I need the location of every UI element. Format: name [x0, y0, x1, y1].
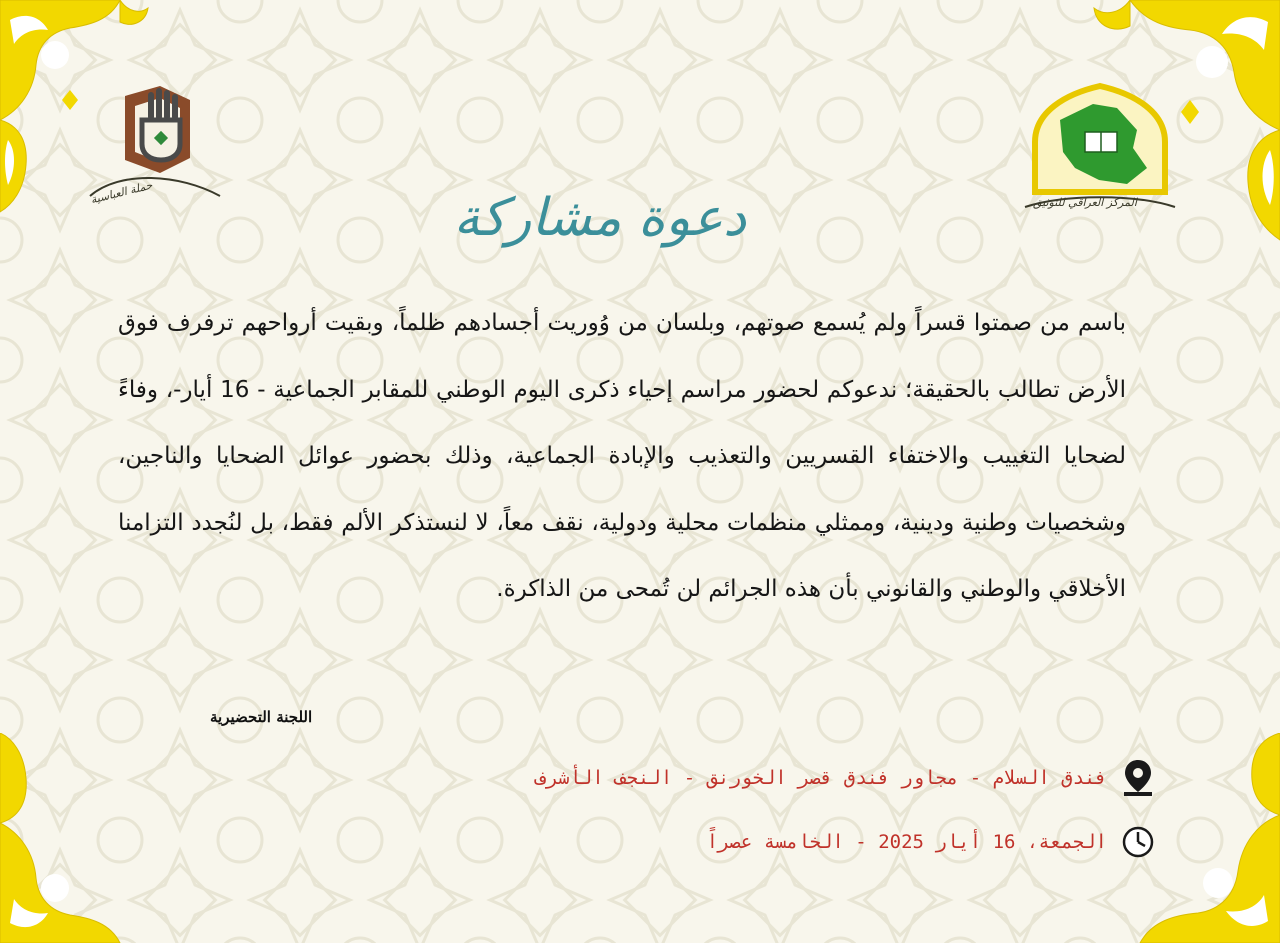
signature: اللجنة التحضيرية — [210, 708, 313, 726]
datetime-text: الجمعة، 16 أيار 2025 - الخامسة عصراً — [706, 831, 1107, 853]
left-logo — [80, 78, 230, 218]
location-pin-icon — [1121, 758, 1155, 798]
clock-icon — [1121, 822, 1155, 862]
invitation-title: دعوة مشاركة — [453, 188, 747, 248]
datetime-row — [707, 822, 1155, 862]
location-row — [535, 758, 1155, 798]
left-logo-caption: حملة العباسية — [89, 178, 154, 207]
right-logo — [1015, 82, 1185, 222]
right-logo-caption: المركز العراقي للتوثيق — [1033, 196, 1137, 209]
corner-ornament-bottom-left — [0, 733, 150, 943]
location-text: فندق السلام - مجاور فندق قصر الخورنق - النجف الأشرف — [535, 767, 1107, 789]
invitation-body: باسم من صمتوا قسراً ولم يُسمع صوتهم، وبلسان من وُوريت أجسادهم ظلماً، وبقيت أرواحهم ترفرف فوق الأرض تطالب بالحقيقة؛ ندعوكم لحضور مراسم إحياء ذكرى اليوم الوطني للمقابر الجماعية - 16 أيار-، وفاءً لضحايا التغييب والاختفاء القسريين والتعذيب والإبادة الجماعية، وذلك بحضور عوائل الضحايا والناجين، وشخصيات وطنية ودينية، وممثلي منظمات محلية ودولية، نقف معاً، لا لنستذكر الألم فقط، بل لنُجدد التزامنا الأخلاقي والوطني والقانوني بأن هذه الجرائم لن تُمحى من الذاكرة. — [118, 310, 1126, 602]
